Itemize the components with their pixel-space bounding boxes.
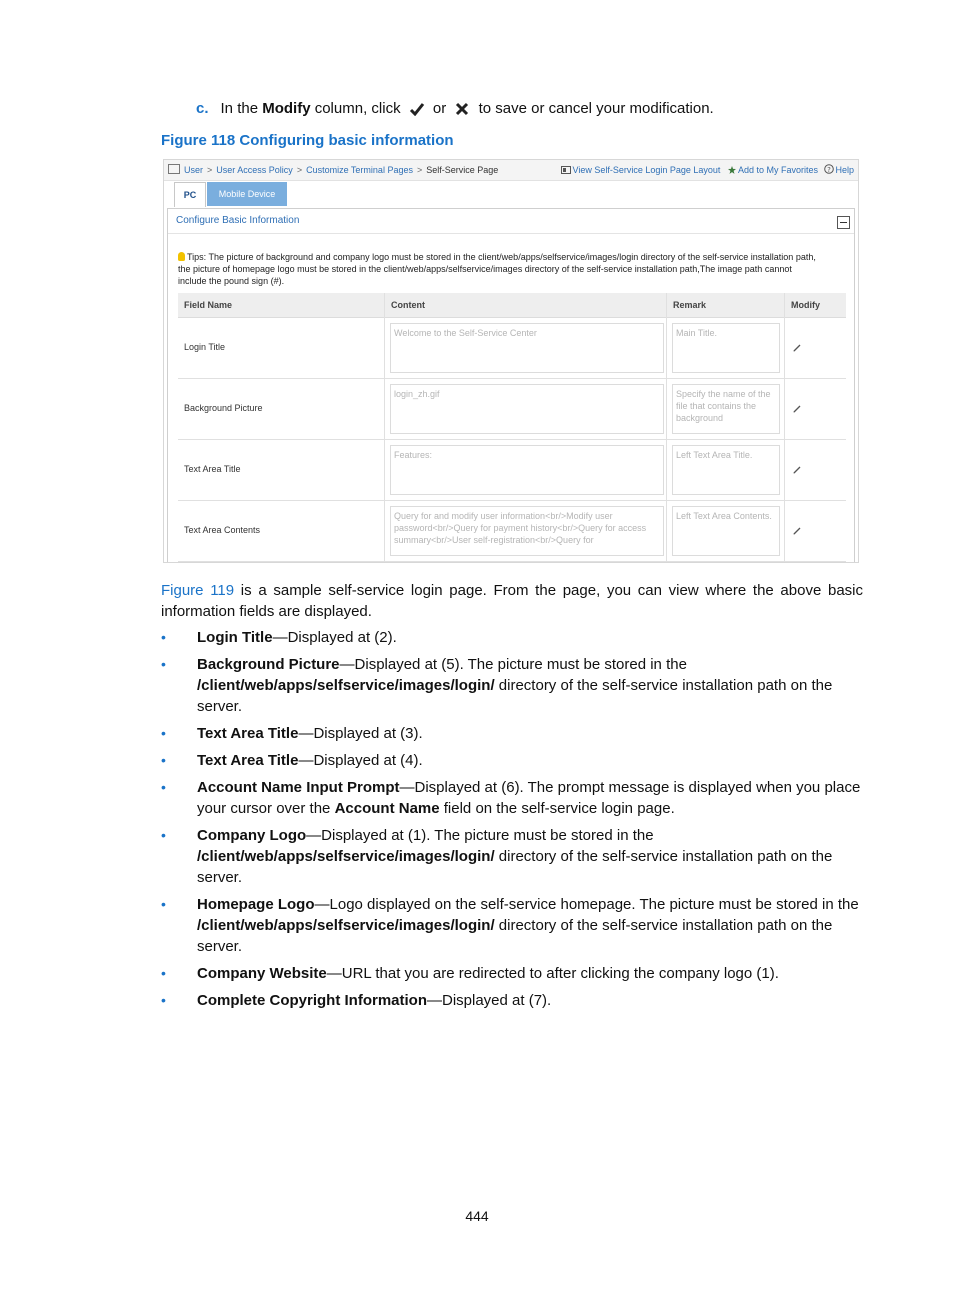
edit-pencil-icon[interactable] <box>793 466 801 474</box>
list-item: • Text Area Title—Displayed at (3). <box>161 723 864 744</box>
column-divider <box>384 293 385 562</box>
field-bullet-list <box>161 627 864 1017</box>
figure-title: Figure 118 Configuring basic information <box>161 132 454 149</box>
table-header <box>178 293 846 318</box>
svg-text:?: ? <box>827 166 832 174</box>
top-links <box>561 164 854 175</box>
table-row <box>178 440 846 501</box>
edit-pencil-icon[interactable] <box>793 344 801 352</box>
layout-icon <box>561 166 571 174</box>
body-paragraph <box>161 580 863 622</box>
list-item: • Homepage Logo—Logo displayed on the self-service homepage. The picture must be stored in the /client/web/apps/selfservice/images/login/ directory of the self-service installation path on the server. <box>161 894 864 957</box>
checkmark-icon <box>409 102 425 116</box>
remark-field[interactable]: Left Text Area Contents. <box>672 506 780 556</box>
step-post: to save or cancel your modification. <box>478 100 714 117</box>
content-field[interactable]: Welcome to the Self-Service Center <box>390 323 664 373</box>
favorites-star-icon <box>727 166 737 174</box>
row-field-name: Text Area Contents <box>184 525 261 535</box>
basic-info-panel <box>167 208 855 563</box>
tab-mobile-device[interactable]: Mobile Device <box>207 182 287 206</box>
breadcrumb-user[interactable]: User <box>184 165 204 175</box>
home-icon <box>168 164 180 174</box>
cross-icon <box>454 102 470 116</box>
breadcrumb: User > User Access Policy > Customize Terminal Pages > Self-Service Page <box>168 164 498 175</box>
content-field[interactable]: Query for and modify user information<br/>Modify user password<br/>Query for payment history<br/>Query for access summary<br/>User self-registration<br/>Query for <box>390 506 664 556</box>
page-number: 444 <box>465 1208 489 1224</box>
table-row <box>178 318 846 379</box>
step-or: or <box>432 100 447 117</box>
step-instruction <box>196 100 714 117</box>
col-remark: Remark <box>673 300 707 310</box>
row-field-name: Login Title <box>184 342 226 352</box>
table-row <box>178 501 846 562</box>
edit-pencil-icon[interactable] <box>793 527 801 535</box>
breadcrumb-user-access-policy[interactable]: User Access Policy <box>216 165 293 175</box>
list-item: • Account Name Input Prompt—Displayed at (6). The prompt message is displayed when you place your cursor over the Account Name field on the self-service login page. <box>161 777 864 819</box>
tips-text: Tips: The picture of background and company logo must be stored in the client/web/apps/selfservice/images/login directory of the self-service installation path, the picture of homepage logo must be stored in the client/web/apps/selfservice/images directory of the self-service installation path,The image path cannot include the pound sign (#). <box>178 252 816 286</box>
help-link[interactable]: Help <box>835 165 854 175</box>
column-divider <box>666 293 667 562</box>
list-item: • Complete Copyright Information—Displayed at (7). <box>161 990 864 1011</box>
col-content: Content <box>391 300 425 310</box>
edit-pencil-icon[interactable] <box>793 405 801 413</box>
figure-119-link[interactable]: Figure 119 <box>161 582 235 599</box>
tab-pc[interactable]: PC <box>174 182 206 207</box>
panel-title: Configure Basic Information <box>176 215 300 226</box>
screenshot-figure <box>163 159 859 563</box>
row-field-name: Background Picture <box>184 403 263 413</box>
breadcrumb-bar <box>164 160 858 181</box>
list-item: • Company Website—URL that you are redirected to after clicking the company logo (1). <box>161 963 864 984</box>
list-item: • Login Title—Displayed at (2). <box>161 627 864 648</box>
remark-field[interactable]: Main Title. <box>672 323 780 373</box>
breadcrumb-customize-terminal-pages[interactable]: Customize Terminal Pages <box>306 165 413 175</box>
step-modify-bold: Modify <box>262 100 311 117</box>
add-favorites-link[interactable]: Add to My Favorites <box>737 165 818 175</box>
collapse-icon[interactable] <box>837 216 850 229</box>
step-letter: c. <box>196 100 209 117</box>
remark-field[interactable]: Left Text Area Title. <box>672 445 780 495</box>
list-item: • Background Picture—Displayed at (5). The picture must be stored in the /client/web/apps/selfservice/images/login/ directory of the self-service installation path on the server. <box>161 654 864 717</box>
breadcrumb-current: Self-Service Page <box>426 165 499 175</box>
step-mid: column, click <box>314 100 401 117</box>
column-divider <box>784 293 785 562</box>
content-field[interactable]: Features: <box>390 445 664 495</box>
view-layout-link[interactable]: View Self-Service Login Page Layout <box>572 165 721 175</box>
col-modify: Modify <box>791 300 820 310</box>
remark-field[interactable]: Specify the name of the file that contains the background <box>672 384 780 434</box>
content-field[interactable]: login_zh.gif <box>390 384 664 434</box>
row-field-name: Text Area Title <box>184 464 241 474</box>
panel-header <box>168 209 854 234</box>
help-icon <box>824 164 834 174</box>
col-field-name: Field Name <box>184 300 233 310</box>
list-item: • Text Area Title—Displayed at (4). <box>161 750 864 771</box>
list-item: • Company Logo—Displayed at (1). The picture must be stored in the /client/web/apps/selfservice/images/login/ directory of the self-service installation path on the server. <box>161 825 864 888</box>
paragraph-text: is a sample self-service login page. From the page, you can view where the above basic information fields are displayed. <box>161 582 864 620</box>
table-row <box>178 379 846 440</box>
lightbulb-icon <box>178 252 185 261</box>
step-pre: In the <box>220 100 259 117</box>
